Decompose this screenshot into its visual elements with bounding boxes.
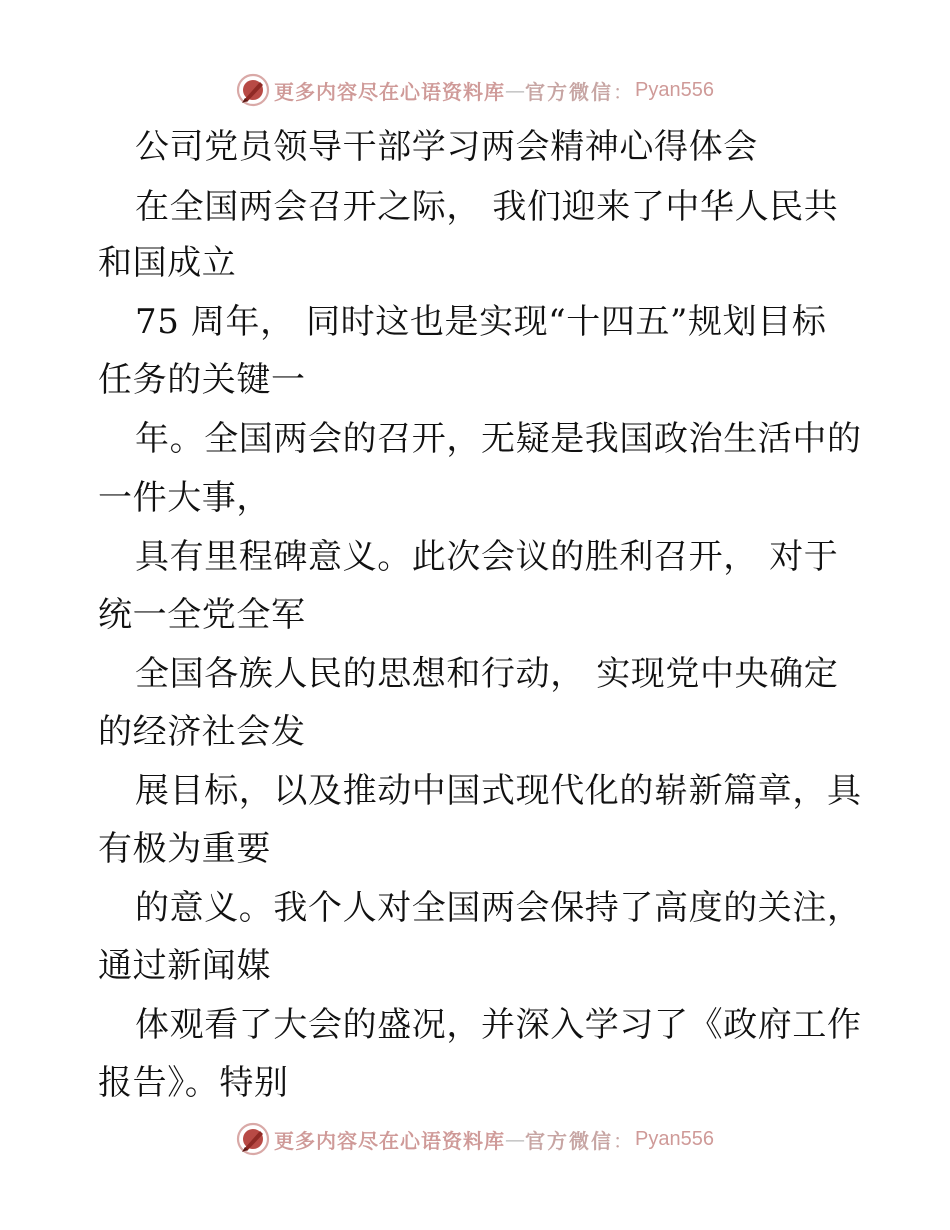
- paragraph-line: 具有里程碑意义。此次会议的胜利召开， 对于: [135, 537, 839, 577]
- watermark-separator: —: [505, 1127, 526, 1151]
- pen-logo-icon: [236, 1122, 270, 1156]
- paragraph-line: 的意义。我个人对全国两会保持了高度的关注，: [135, 888, 862, 928]
- paragraph-line: 在全国两会召开之际， 我们迎来了中华人民共: [135, 187, 839, 227]
- header-watermark: [0, 70, 950, 110]
- paragraph-line: 全国各族人民的思想和行动， 实现党中央确定: [135, 654, 839, 694]
- paragraph-line: 体观看了大会的盛况，并深入学习了《政府工作: [135, 1005, 862, 1045]
- page-title: 公司党员领导干部学习两会精神心得体会: [135, 127, 758, 167]
- paragraph-line: 任务的关键一: [98, 360, 306, 400]
- paragraph-line: 的经济社会发: [98, 712, 306, 752]
- paragraph-line: 和国成立: [98, 243, 237, 283]
- watermark-text: 更多内容尽在心语资料库: [274, 1128, 506, 1153]
- paragraph-line: 75 周年， 同时这也是实现“十四五”规划目标: [135, 302, 827, 342]
- paragraph-line: 统一全党全军: [98, 595, 306, 635]
- watermark-wechat-label: 官方微信: [525, 79, 614, 104]
- pen-logo-icon: [236, 73, 270, 107]
- paragraph-line: 年。全国两会的召开，无疑是我国政治生活中的: [135, 419, 862, 459]
- watermark-colon: ：: [613, 1128, 634, 1153]
- watermark-text: 更多内容尽在心语资料库: [274, 79, 506, 104]
- paragraph-line: 报告》。特别: [98, 1063, 289, 1103]
- watermark-wechat-label: 官方微信: [525, 1128, 614, 1153]
- watermark-separator: —: [505, 78, 526, 102]
- footer-watermark: [0, 1119, 950, 1159]
- paragraph-line: 通过新闻媒: [98, 946, 271, 986]
- watermark-colon: ：: [613, 79, 634, 104]
- watermark-wechat-id: Pyan556: [635, 1127, 714, 1150]
- paragraph-line: 一件大事，: [98, 478, 271, 518]
- watermark-wechat-id: Pyan556: [635, 78, 714, 101]
- paragraph-line: 展目标，以及推动中国式现代化的崭新篇章，具: [135, 771, 862, 811]
- paragraph-line: 有极为重要: [98, 829, 271, 869]
